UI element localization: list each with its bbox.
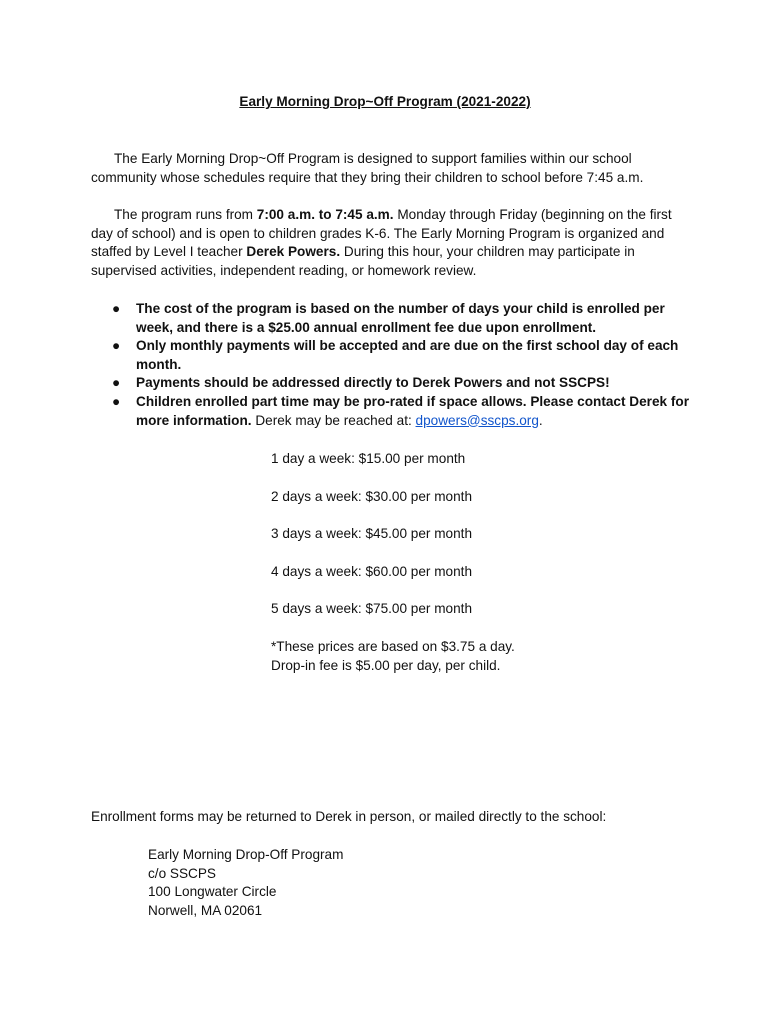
bullet-text: Only monthly payments will be accepted and are due on the first school day of each month.	[136, 338, 679, 372]
price-note: *These prices are based on $3.75 a day.	[271, 638, 515, 654]
email-link[interactable]: dpowers@sscps.org	[415, 412, 539, 428]
bullet-item	[91, 393, 691, 430]
price-item: 1 day a week: $15.00 per month	[271, 451, 466, 466]
program-paragraph	[91, 206, 681, 280]
address-line: Norwell, MA 02061	[148, 902, 263, 918]
program-hours: 7:00 a.m. to 7:45 a.m.	[256, 207, 394, 222]
page-title: Early Morning Drop~Off Program (2021-2022)	[239, 94, 531, 109]
bullet-item	[91, 337, 691, 374]
program-text-b: Monday through Friday (beginning on the first day of school) and is open to children grades K-6. The Early Morning Program is organized and staffed by Level I teacher	[91, 207, 672, 260]
address-line: 100 Longwater Circle	[148, 884, 277, 900]
bullet-text: The cost of the program is based on the number of days your child is enrolled per week, and there is a $25.00 annual enrollment fee due upon enrollment.	[136, 301, 665, 335]
program-text-c: During this hour, your children may participate in supervised activities, independent reading, or homework review.	[91, 244, 635, 278]
mailing-address	[148, 846, 548, 920]
bullet-icon: ●	[112, 338, 121, 354]
bullet-item	[91, 300, 691, 337]
price-item: 2 days a week: $30.00 per month	[271, 488, 473, 504]
bullet-text: Payments should be addressed directly to Derek Powers and not SSCPS!	[136, 375, 610, 391]
intro-paragraph: The Early Morning Drop~Off Program is designed to support families within our school community whose schedules require that they bring their children to school before 7:45 a.m.	[91, 151, 644, 185]
bullet-item	[91, 374, 691, 393]
price-item: 4 days a week: $60.00 per month	[271, 563, 473, 579]
return-instructions: Enrollment forms may be returned to Derek in person, or mailed directly to the school:	[91, 809, 607, 824]
info-bullet-list	[91, 300, 691, 430]
bullet-text-end: .	[538, 412, 543, 428]
price-item: 5 days a week: $75.00 per month	[271, 601, 473, 617]
bullet-icon: ●	[112, 393, 121, 409]
dropin-fee-note: Drop-in fee is $5.00 per day, per child.	[271, 657, 501, 673]
bullet-text-contact: Derek may be reached at:	[251, 412, 416, 428]
price-item: 3 days a week: $45.00 per month	[271, 526, 473, 542]
bullet-icon: ●	[112, 375, 121, 391]
address-line: c/o SSCPS	[148, 865, 216, 881]
bullet-icon: ●	[112, 301, 121, 316]
bullet-text-bold: Children enrolled part time may be pro-rated if space allows. Please contact Derek for more information.	[136, 393, 689, 428]
program-text-a: The program runs from	[114, 207, 257, 222]
price-list	[271, 450, 691, 675]
address-line: Early Morning Drop-Off Program	[148, 847, 344, 862]
teacher-name: Derek Powers.	[246, 244, 341, 260]
